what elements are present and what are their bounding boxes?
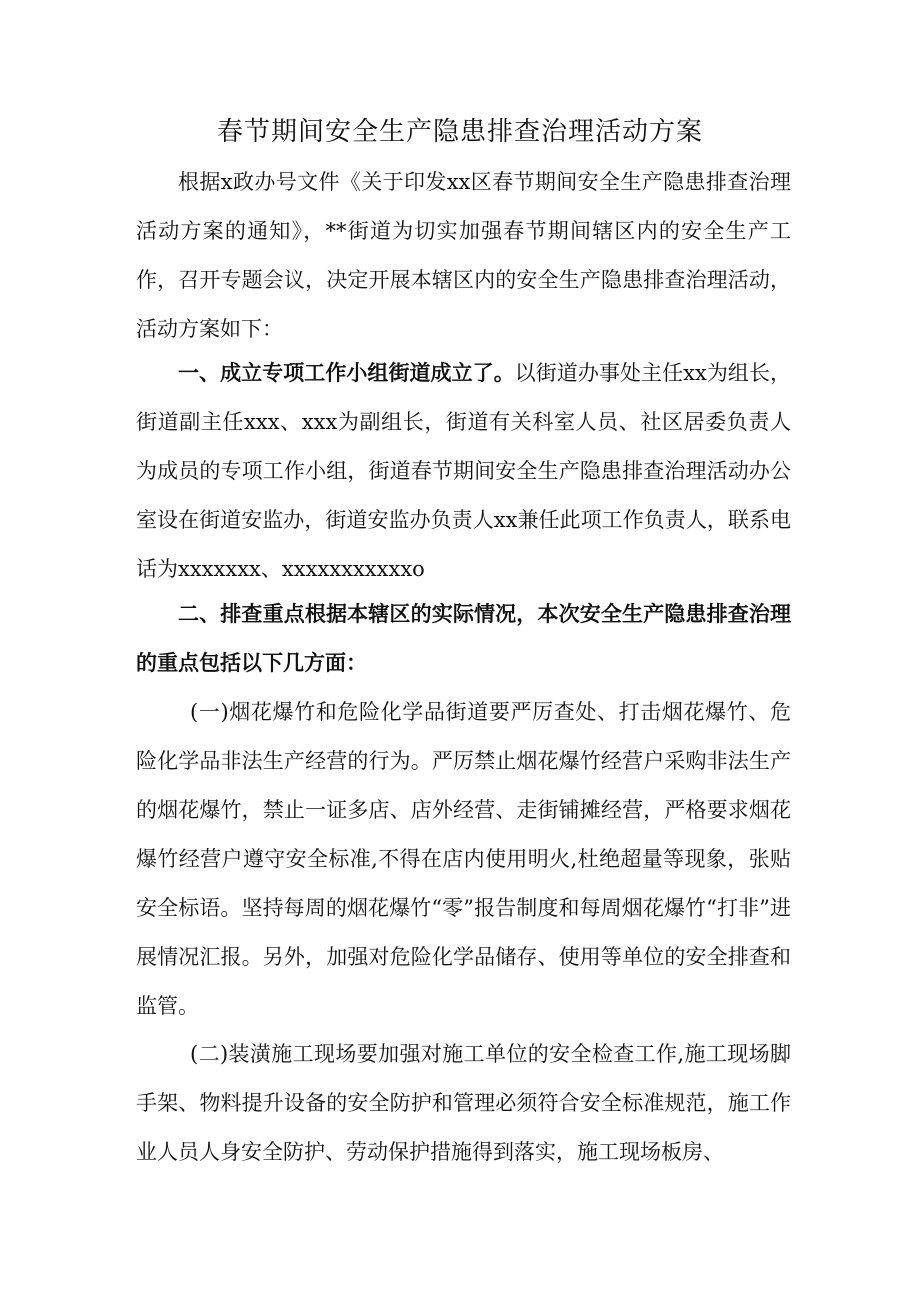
section-2-heading: 二、排查重点根据本辖区的实际情况，本次安全生产隐患排查治理的重点包括以下几方面： [136,602,791,675]
section-1-heading: 一、成立专项工作小组街道成立了。 [178,361,515,385]
section-2-item-1: (一)烟花爆竹和危险化学品街道要严厉查处、打击烟花爆竹、危险化学品非法生产经营的行为。严厉禁止烟花爆竹经营户采购非法生产的烟花爆竹，禁止一证多店、店外经营、走街铺摊经营，严格要求烟花爆竹经营户遵守安全标准,不得在店内使用明火,杜绝超量等现象，张贴安全标语。坚持每周的烟花爆竹“零”报告制度和每周烟花爆竹“打非”进展情况汇报。另外，加强对危险化学品储存、使用等单位的安全排查和监管。 [136,700,791,1018]
section-1-paragraph [136,349,791,594]
section-2-item-2: (二)装潢施工现场要加强对施工单位的安全检查工作,施工现场脚手架、物料提升设备的安全防护和管理必须符合安全标准规范，施工作业人员人身安全防护、劳动保护措施得到落实，施工现场板房、 [136,1042,791,1164]
document-title: 春节期间安全生产隐患排查治理活动方案 [216,117,703,147]
intro-paragraph: 根据x政办号文件《关于印发xx区春节期间安全生产隐患排查治理活动方案的通知》，**街道为切实加强春节期间辖区内的安全生产工作，召开专题会议，决定开展本辖区内的安全生产隐患排查治理活动，活动方案如下： [136,170,791,341]
section-1-body: 以街道办事处主任xx为组长，街道副主任xxx、xxx为副组长，街道有关科室人员、社区居委负责人为成员的专项工作小组，街道春节期间安全生产隐患排查治理活动办公室设在街道安监办，街道安监办负责人xx兼任此项工作负责人，联系电话为xxxxxxx、xxxxxxxxxxxo [136,361,791,581]
